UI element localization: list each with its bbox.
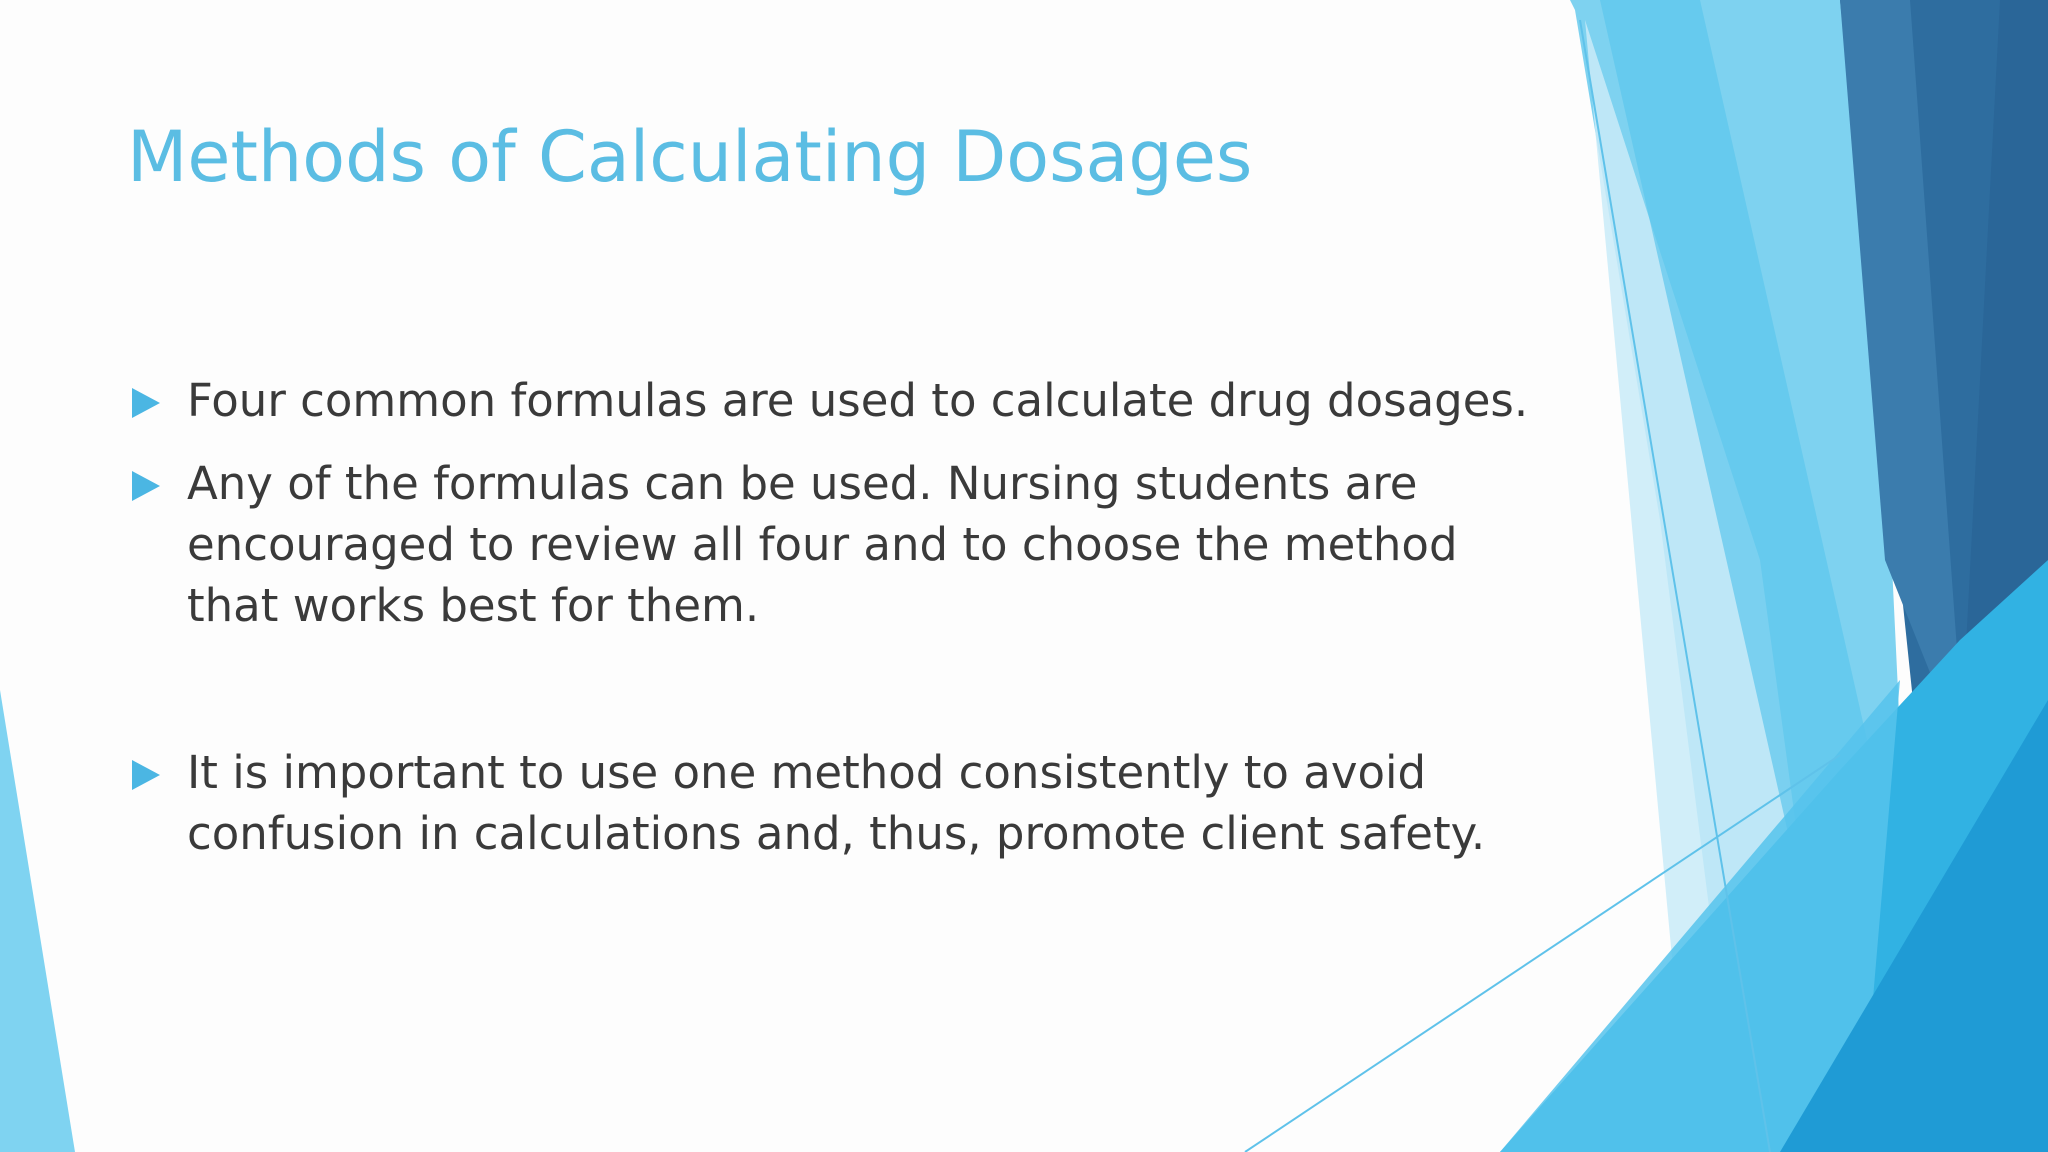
bullet-text: Four common formulas are used to calculate drug dosages. — [187, 374, 1529, 427]
triangle-right-icon — [132, 471, 160, 501]
bullet-item — [130, 742, 1550, 864]
bullet-item — [130, 453, 1550, 636]
bullet-item — [130, 370, 1550, 431]
bullet-list — [130, 370, 1550, 864]
triangle-right-icon — [132, 760, 160, 790]
left-facet — [0, 690, 75, 1152]
bullet-text: It is important to use one method consistently to avoid confusion in calculations and, thus, promote client safety. — [187, 746, 1486, 860]
slide-title: Methods of Calculating Dosages — [127, 116, 1253, 198]
bullet-text: Any of the formulas can be used. Nursing students are encouraged to review all four and to choose the method that works best for them. — [187, 457, 1458, 632]
triangle-right-icon — [132, 388, 160, 418]
